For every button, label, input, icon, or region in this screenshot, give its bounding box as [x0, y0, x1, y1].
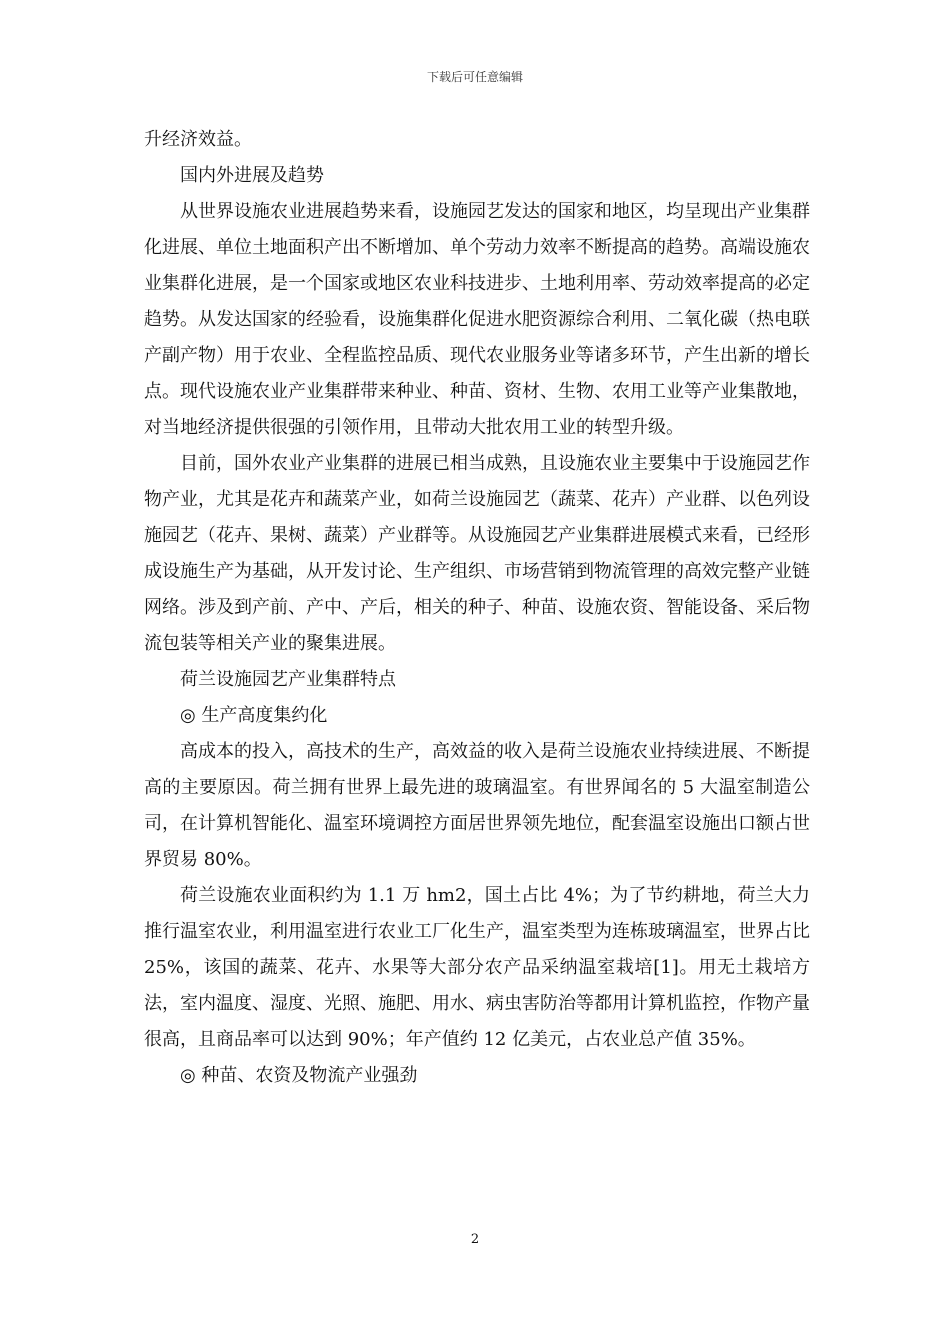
- page-header: 下载后可任意编辑: [426, 70, 523, 84]
- paragraph-world-trends: 从世界设施农业进展趋势来看，设施园艺发达的国家和地区，均呈现出产业集群化进展、单位土地面积产出不断增加、单个劳动力效率不断提高的趋势。高端设施农业集群化进展，是一个国家或地区农业科技进步、土地利用率、劳动效率提高的必定趋势。从发达国家的经验看，设施集群化促进水肥资源综合利用、二氧化碳（热电联产副产物）用于农业、全程监控品质、现代农业服务业等诸多环节，产生出新的增长点。现代设施农业产业集群带来种业、种苗、资材、生物、农用工业等产业集散地，对当地经济提供很强的引领作用，且带动大批农用工业的转型升级。: [144, 201, 810, 438]
- page-number: 2: [470, 1232, 480, 1247]
- section-heading-trends: 国内外进展及趋势: [180, 165, 324, 186]
- subheading-intensive-production: ◎ 生产高度集约化: [180, 705, 328, 726]
- paragraph-greenhouse-area: 荷兰设施农业面积约为 1.1 万 hm2，国土占比 4%；为了节约耕地，荷兰大力推行温室农业，利用温室进行农业工厂化生产，温室类型为连栋玻璃温室，世界占比 25%，该国的蔬菜、花卉、水果等大部分农产品采纳温室栽培[1]。用无土栽培方法，室内温度、湿度、光照、施肥、用水、病虫害防治等都用计算机监控，作物产量很高，且商品率可以达到 90%；年产值约 12 亿美元，占农业总产值 35%。: [144, 885, 810, 1050]
- document-body: [144, 122, 810, 1094]
- subheading-seedlings-logistics: ◎ 种苗、农资及物流产业强劲: [180, 1065, 418, 1086]
- paragraph-continuation: 升经济效益。: [144, 129, 252, 150]
- paragraph-foreign-clusters: 目前，国外农业产业集群的进展已相当成熟，且设施农业主要集中于设施园艺作物产业，尤其是花卉和蔬菜产业，如荷兰设施园艺（蔬菜、花卉）产业群、以色列设施园艺（花卉、果树、蔬菜）产业群等。从设施园艺产业集群进展模式来看，已经形成设施生产为基础，从开发讨论、生产组织、市场营销到物流管理的高效完整产业链网络。涉及到产前、产中、产后，相关的种子、种苗、设施农资、智能设备、采后物流包装等相关产业的聚集进展。: [144, 453, 810, 654]
- paragraph-high-investment: 高成本的投入，高技术的生产，高效益的收入是荷兰设施农业持续进展、不断提高的主要原因。荷兰拥有世界上最先进的玻璃温室。有世界闻名的 5 大温室制造公司，在计算机智能化、温室环境调控方面居世界领先地位，配套温室设施出口额占世界贸易 80%。: [144, 741, 810, 870]
- section-heading-netherlands: 荷兰设施园艺产业集群特点: [180, 669, 396, 690]
